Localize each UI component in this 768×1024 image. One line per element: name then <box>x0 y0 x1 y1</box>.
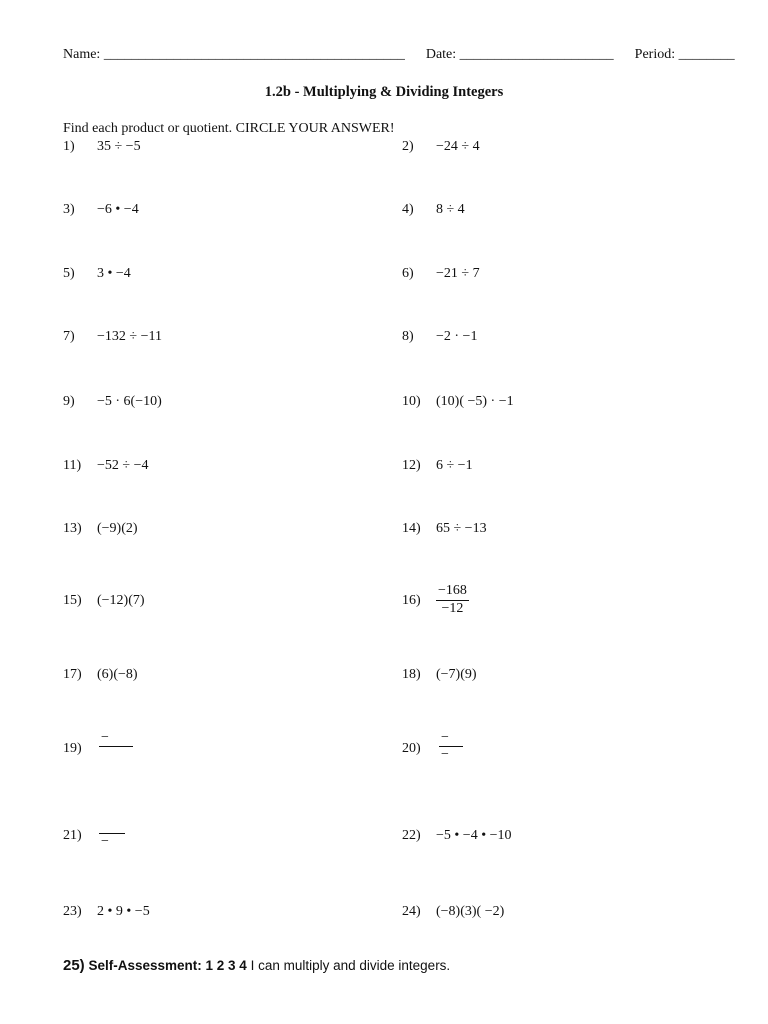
fraction-denominator <box>99 748 133 762</box>
fraction-denominator: − <box>101 834 109 849</box>
problem-number: 20) <box>402 741 421 756</box>
problem-expression: 35 ÷ −5 <box>97 139 141 154</box>
problem-expression: (−7)(9) <box>436 667 477 682</box>
problem-expression: 8 ÷ 4 <box>436 202 465 217</box>
self-assessment <box>63 957 450 974</box>
problem-expression: 2 • 9 • −5 <box>97 904 150 919</box>
problem-number: 23) <box>63 904 82 919</box>
problem-fraction <box>439 731 463 762</box>
self-assessment-levels: 1 2 3 4 <box>205 958 247 973</box>
problem-fraction <box>99 731 133 762</box>
problem-number: 9) <box>63 394 75 409</box>
instructions: Find each product or quotient. CIRCLE YOUR ANSWER! <box>63 121 395 136</box>
period-field-label: Period: ________ <box>634 47 735 62</box>
problem-number: 15) <box>63 593 82 608</box>
problem-expression: 6 ÷ −1 <box>436 458 473 473</box>
fraction-numerator <box>99 818 125 832</box>
problem-expression: (6)(−8) <box>97 667 138 682</box>
problem-number: 21) <box>63 828 82 843</box>
problem-expression: −5 • −4 • −10 <box>436 828 512 843</box>
fraction-numerator: −168 <box>438 583 467 598</box>
problem-number: 1) <box>63 139 75 154</box>
problem-number: 17) <box>63 667 82 682</box>
problem-expression: −24 ÷ 4 <box>436 139 480 154</box>
problem-number: 19) <box>63 741 82 756</box>
problem-number: 8) <box>402 329 414 344</box>
fraction-denominator: − <box>441 747 449 762</box>
worksheet-title: 1.2b - Multiplying & Dividing Integers <box>264 84 504 100</box>
problem-expression: (−8)(3)( −2) <box>436 904 505 919</box>
problem-number: 18) <box>402 667 421 682</box>
problem-number: 14) <box>402 521 421 536</box>
self-assessment-text: I can multiply and divide integers. <box>250 958 451 973</box>
problem-expression: (−12)(7) <box>97 593 145 608</box>
problem-expression: −6 • −4 <box>97 202 139 217</box>
problem-number: 2) <box>402 139 414 154</box>
problem-expression: 3 • −4 <box>97 266 131 281</box>
problem-expression: −5 · 6(−10) <box>97 394 162 409</box>
problem-expression: (−9)(2) <box>97 521 138 536</box>
problem-expression: (10)( −5) · −1 <box>436 394 514 409</box>
problem-fraction <box>99 818 125 849</box>
name-field-label: Name: ___________________________________________ <box>63 47 405 62</box>
problem-number: 24) <box>402 904 421 919</box>
problem-expression: −52 ÷ −4 <box>97 458 149 473</box>
fraction-numerator: − <box>441 730 449 745</box>
problem-number: 7) <box>63 329 75 344</box>
problem-number: 3) <box>63 202 75 217</box>
problem-number: 22) <box>402 828 421 843</box>
problem-expression: −132 ÷ −11 <box>97 329 162 344</box>
fraction-denominator: −12 <box>441 600 464 616</box>
problem-number: 16) <box>402 593 421 608</box>
self-assessment-label: Self-Assessment: <box>88 958 202 973</box>
header-line <box>63 47 735 63</box>
problem-number: 5) <box>63 266 75 281</box>
problem-number: 11) <box>63 458 82 473</box>
fraction-numerator: − <box>101 730 109 745</box>
problem-expression: 65 ÷ −13 <box>436 521 487 536</box>
problem-number: 12) <box>402 458 421 473</box>
problem-number: 4) <box>402 202 414 217</box>
problem-number: 13) <box>63 521 82 536</box>
problem-expression: −21 ÷ 7 <box>436 266 480 281</box>
problem-number: 6) <box>402 266 414 281</box>
self-assessment-number: 25) <box>63 957 85 974</box>
problem-number: 10) <box>402 394 421 409</box>
problem-expression: −2 · −1 <box>436 329 478 344</box>
date-field-label: Date: ______________________ <box>425 47 614 62</box>
problem-fraction <box>436 584 469 616</box>
fraction-bar <box>99 746 133 747</box>
